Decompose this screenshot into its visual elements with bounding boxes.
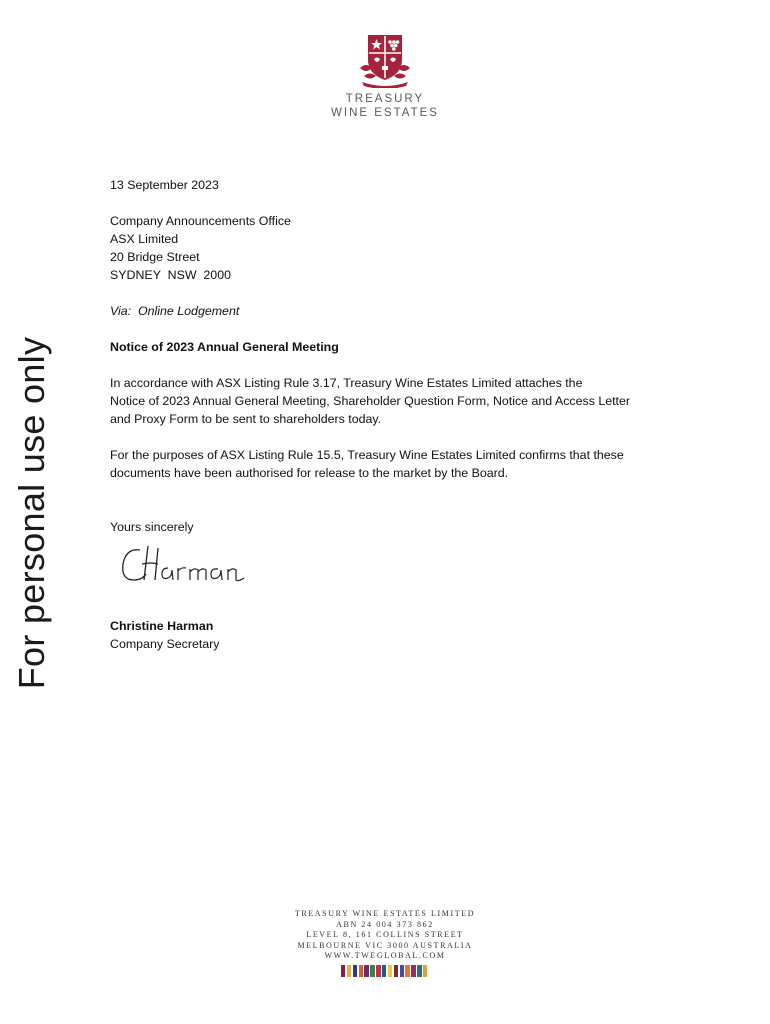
footer-line: MELBOURNE VIC 3000 AUSTRALIA [297, 940, 473, 950]
address-line: 20 Bridge Street [110, 250, 200, 264]
letter-date: 13 September 2023 [110, 178, 219, 192]
recipient-address [110, 212, 670, 284]
brand-name-line-2: WINE ESTATES [331, 107, 439, 119]
delivery-method: Via: Online Lodgement [110, 304, 240, 318]
company-logo [320, 32, 450, 120]
paragraph-1 [110, 374, 670, 428]
footer-line: TREASURY WINE ESTATES LIMITED [294, 909, 476, 918]
footer-line: ABN 24 004 373 862 [336, 919, 434, 929]
footer-line: WWW.TWEGLOBAL.COM [324, 951, 446, 960]
paragraph-line: For the purposes of ASX Listing Rule 15.5, Treasury Wine Estates Limited confirms that these [110, 448, 624, 462]
address-line: SYDNEY NSW 2000 [110, 268, 231, 282]
letter-subject: Notice of 2023 Annual General Meeting [110, 340, 339, 354]
address-line: ASX Limited [110, 232, 179, 246]
paragraph-2 [110, 446, 670, 482]
stripe-gap [427, 965, 429, 977]
brand-name-line-1: TREASURY [345, 93, 425, 105]
signer-name: Christine Harman [110, 619, 214, 633]
signer-block [110, 617, 220, 653]
signer-title: Company Secretary [110, 637, 220, 651]
footer-line: LEVEL 8, 161 COLLINS STREET [306, 930, 464, 939]
paragraph-line: Notice of 2023 Annual General Meeting, Shareholder Question Form, Notice and Access Letter [110, 394, 631, 408]
company-footer [270, 909, 500, 962]
address-line: Company Announcements Office [110, 214, 291, 228]
paragraph-line: documents have been authorised for release to the market by the Board. [110, 466, 509, 480]
paragraph-line: In accordance with ASX Listing Rule 3.17, Treasury Wine Estates Limited attaches the [110, 376, 583, 390]
watermark: For personal use only [11, 336, 52, 690]
crest-icon [356, 32, 414, 88]
color-stripe-bar [341, 965, 429, 977]
handwritten-signature [118, 540, 278, 596]
closing: Yours sincerely [110, 520, 194, 534]
letter-body [110, 176, 670, 536]
paragraph-line: and Proxy Form to be sent to shareholders today. [110, 412, 382, 426]
